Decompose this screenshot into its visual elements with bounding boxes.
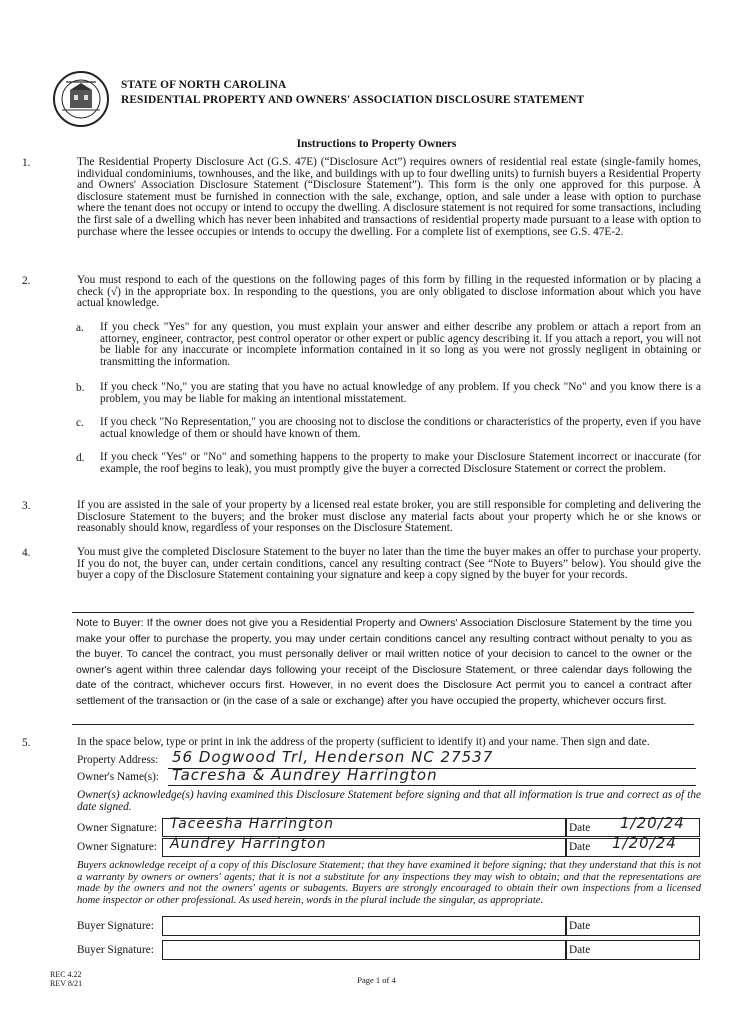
subitem-text: If you check "Yes" for any question, you must explain your answer and either describe any problem or attach a report from an attorney, engineer, contractor, pest control operator or other expert or public agency describing it. If you attach a report, you will not be liable for any inaccurate or incomplete information contained in it so long as you were not grossly negligent in obtaining or transmitting the information.	[100, 321, 701, 368]
owner-names-label: Owner's Name(s):	[77, 771, 160, 783]
item-number: 4.	[22, 547, 31, 559]
subitem-letter: d.	[76, 452, 85, 464]
item-number: 5.	[22, 737, 31, 749]
owner-acknowledgment: Owner(s) acknowledge(s) having examined this Disclosure Statement before signing and that all information is true and correct as of the date signed.	[77, 789, 701, 813]
item-text: You must give the completed Disclosure Statement to the buyer no later than the time the buyer makes an offer to purchase your property. If you do not, the buyer can, under certain conditions, cancel any resulting contract (See “Note to Buyers” below). You should give the buyer a copy of the Disclosure Statement containing your signature and keep a copy signed by the buyer for your records.	[77, 546, 701, 582]
owner-signature-label: Owner Signature:	[77, 822, 157, 834]
buyer-date-box-1[interactable]	[565, 916, 700, 936]
property-address-field[interactable]: 56 Dogwood Trl, Henderson NC 27537	[172, 748, 494, 766]
date-label: Date	[569, 944, 591, 956]
buyer-date-box-2[interactable]	[565, 940, 700, 960]
page-number: Page 1 of 4	[357, 975, 396, 985]
buyer-signature-label: Buyer Signature:	[77, 944, 154, 956]
item-text: The Residential Property Disclosure Act (G.S. 47E) (“Disclosure Act”) requires owners of residential real estate (single-family homes, individual condominiums, townhouses, and the like, and buildings with up to four dwelling units) to furnish buyers a Residential Property and Owners' Association Disclosure Statement (“Disclosure Statement”). This form is the only one approved for this purpose. A disclosure statement must be furnished in connection with the sale, exchange, option, and sale under a lease with option to purchase where the tenant does not occupy or intend to occupy the dwelling. A disclosure statement is not required for some transactions, including the first sale of a dwelling which has never been inhabited and transactions of residential property made pursuant to a lease with option to purchase where the lessee occupies or intends to occupy the dwelling. For a complete list of exemptions, see G.S. 47E-2.	[77, 156, 701, 238]
form-code: REC 4.22	[50, 970, 82, 979]
buyer-signature-box-1[interactable]	[162, 916, 567, 936]
buyer-signature-label: Buyer Signature:	[77, 920, 154, 932]
header-title: RESIDENTIAL PROPERTY AND OWNERS' ASSOCIATION DISCLOSURE STATEMENT	[121, 94, 585, 106]
owner-names-field[interactable]: Tacresha & Aundrey Harrington	[172, 766, 438, 784]
header-state: STATE OF NORTH CAROLINA	[121, 79, 287, 91]
item-text: In the space below, type or print in ink the address of the property (sufficient to identify it) and your name. Then sign and date.	[77, 736, 650, 748]
item-text: You must respond to each of the questions on the following pages of this form by filling in the requested information or by placing a check (√) in the appropriate box. In responding to the questions, you are only obligated to disclose information about which you have actual knowledge.	[77, 274, 701, 310]
item-text: If you are assisted in the sale of your property by a licensed real estate broker, you are still responsible for completing and delivering the Disclosure Statement to the buyers; and the broker must disclose any material facts about your property which he or she knows or reasonably should know, regardless of your responses on the Disclosure Statement.	[77, 499, 701, 535]
commission-seal-icon	[52, 70, 110, 128]
subitem-text: If you check "Yes" or "No" and something happens to the property to make your Disclosure Statement incorrect or inaccurate (for example, the roof begins to leak), you must promptly give the buyer a corrected Disclosure Statement or correct the problem.	[100, 451, 701, 475]
buyer-signature-box-2[interactable]	[162, 940, 567, 960]
date-label: Date	[569, 841, 591, 853]
subitem-letter: a.	[76, 322, 84, 334]
owner-signature-1: Taceesha Harrington	[170, 816, 334, 832]
date-label: Date	[569, 822, 591, 834]
property-address-label: Property Address:	[77, 754, 159, 766]
subitem-letter: c.	[76, 417, 84, 429]
revision-date: REV 8/21	[50, 979, 83, 988]
owner-names-line	[168, 785, 696, 786]
item-number: 2.	[22, 275, 31, 287]
item-number: 1.	[22, 157, 31, 169]
note-to-buyer-text: Note to Buyer: If the owner does not give you a Residential Property and Owners' Association Disclosure Statement by the time you make your offer to purchase the property, you may under certain conditions cancel any resulting contract without penalty to you as the buyer. To cancel the contract, you must personally deliver or mail written notice of your decision to cancel to the owner or the owner's agent within three calendar days following your receipt of the Disclosure Statement, or three calendar days following the date of the contract, whichever occurs first. However, in no event does the Disclosure Act permit you to cancel a contract after settlement of the transaction or (in the case of a sale or exchange) after you have occupied the property, whichever occurs first.	[76, 617, 692, 707]
subitem-text: If you check "No," you are stating that you have no actual knowledge of any problem. If you check "No" and you know there is a problem, you may be liable for making an intentional misstatement.	[100, 381, 701, 405]
subitem-text: If you check "No Representation," you are choosing not to disclose the conditions or characteristics of the property, even if you have actual knowledge of them or should have known of them.	[100, 416, 701, 440]
date-value-1: 1/20/24	[620, 814, 685, 832]
item-number: 3.	[22, 500, 31, 512]
owner-signature-2: Aundrey Harrington	[170, 836, 327, 852]
owner-signature-label: Owner Signature:	[77, 841, 157, 853]
buyer-acknowledgment: Buyers acknowledge receipt of a copy of this Disclosure Statement; that they have examined it before signing; that they understand that this is not a warranty by owners or owners' agents; that it is not a substitute for any inspections they may wish to obtain; and that the representations are made by the owners and not the owners' agents or subagents. Buyers are strongly encouraged to obtain their own inspections from a licensed home inspector or other professional. As used herein, words in the plural include the singular, as appropriate.	[77, 860, 701, 906]
date-label: Date	[569, 920, 591, 932]
instructions-title: Instructions to Property Owners	[296, 138, 457, 150]
date-value-2: 1/20/24	[612, 834, 677, 852]
subitem-letter: b.	[76, 382, 85, 394]
